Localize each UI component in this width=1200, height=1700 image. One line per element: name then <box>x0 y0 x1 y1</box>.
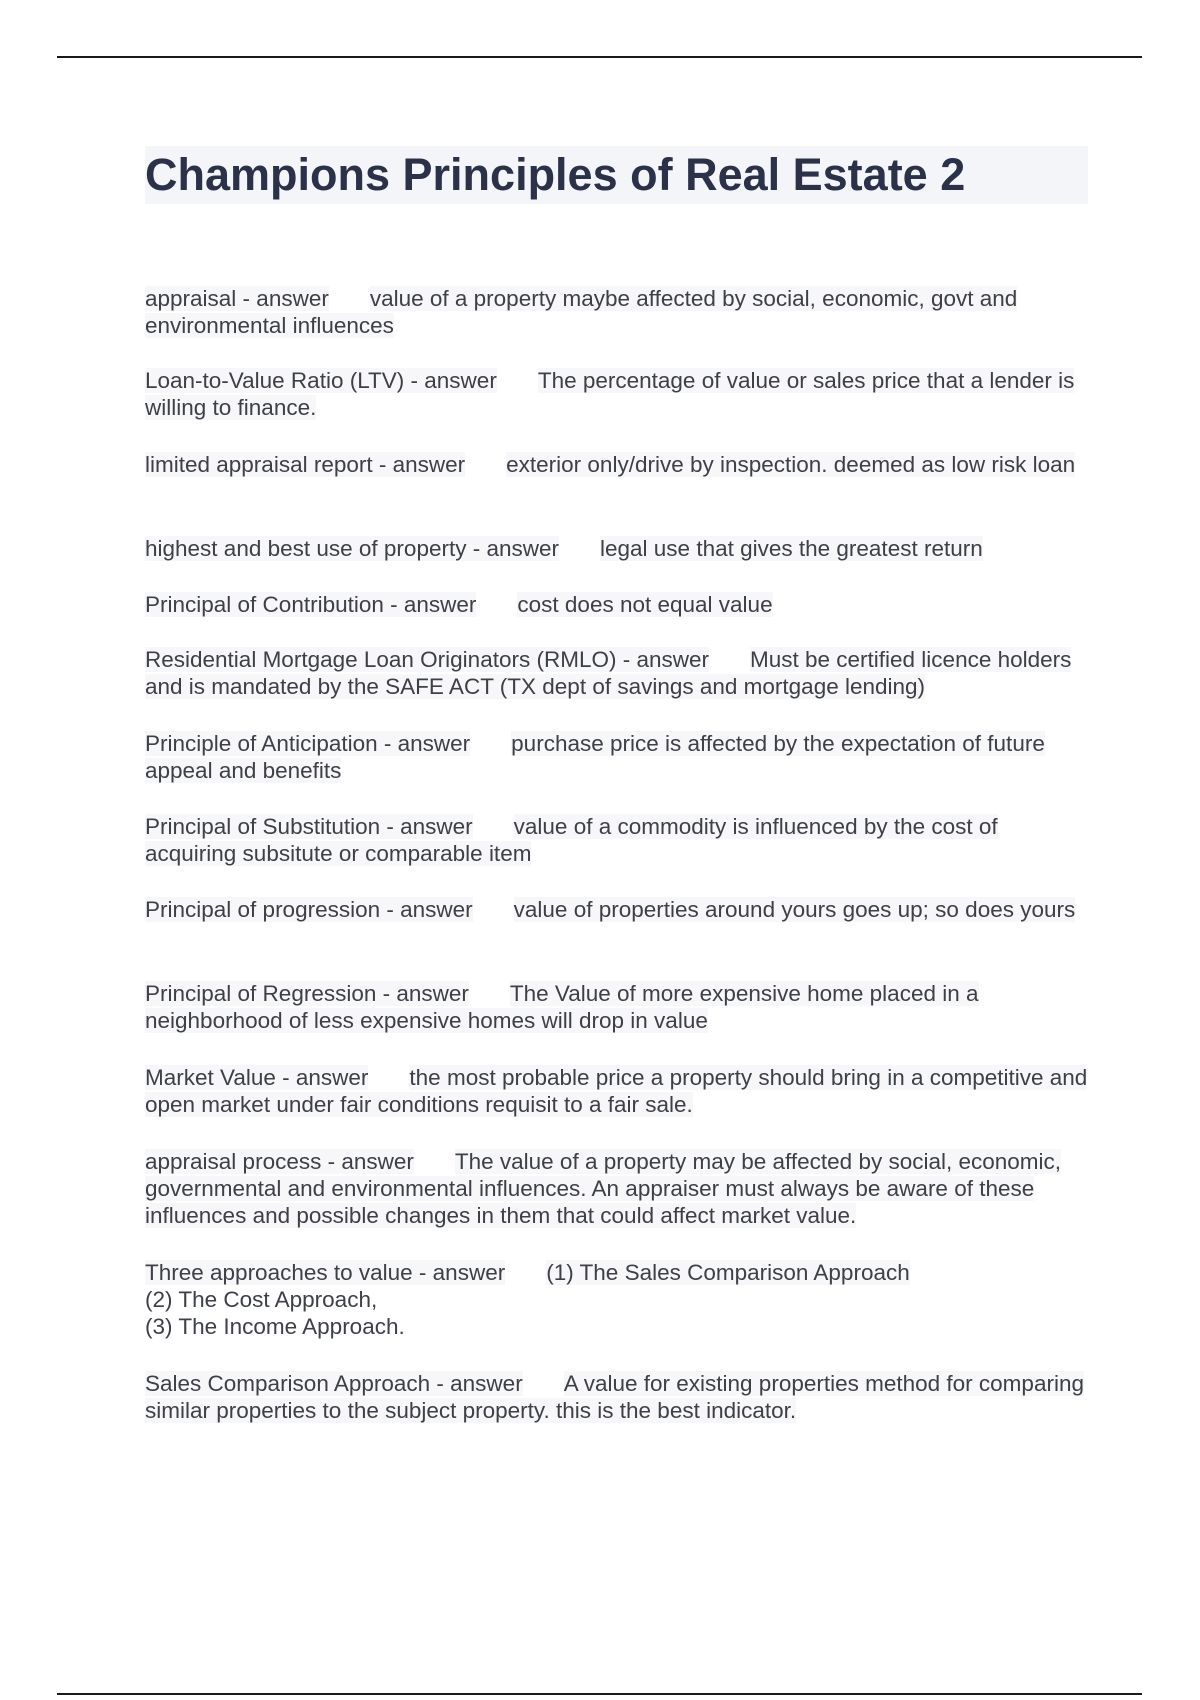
definition: The percentage of value or sales price that a lender is willing to finance. <box>145 368 1075 420</box>
qa-entry <box>145 451 1095 478</box>
definition: value of properties around yours goes up; so does yours <box>513 897 1076 922</box>
definition: the most probable price a property should bring in a competitive and open market under fair conditions requisit to a fair sale. <box>145 1065 1088 1117</box>
qa-entry <box>145 813 1095 867</box>
term: appraisal process - answer <box>145 1149 414 1174</box>
term: highest and best use of property - answer <box>145 536 559 561</box>
definition: (1) The Sales Comparison Approach <box>546 1260 910 1285</box>
qa-entry <box>145 1259 1095 1340</box>
term: Principal of Contribution - answer <box>145 592 477 617</box>
term: Residential Mortgage Loan Originators (RMLO) - answer <box>145 647 709 672</box>
qa-entry <box>145 980 1095 1034</box>
definition-line: (2) The Cost Approach, <box>145 1287 378 1312</box>
qa-entry <box>145 535 1095 562</box>
definition: cost does not equal value <box>517 592 773 617</box>
bottom-rule <box>57 1693 1142 1695</box>
definition: The Value of more expensive home placed in a neighborhood of less expensive homes will drop in value <box>145 981 979 1033</box>
qa-entry <box>145 285 1095 339</box>
term: limited appraisal report - answer <box>145 452 466 477</box>
qa-entry <box>145 896 1095 923</box>
term: Market Value - answer <box>145 1065 369 1090</box>
qa-entry <box>145 1064 1095 1118</box>
term: Principal of Substitution - answer <box>145 814 473 839</box>
top-rule <box>57 56 1142 58</box>
term: Three approaches to value - answer <box>145 1260 506 1285</box>
qa-entry <box>145 646 1095 700</box>
term: Loan-to-Value Ratio (LTV) - answer <box>145 368 497 393</box>
qa-entry <box>145 591 1095 618</box>
term: appraisal - answer <box>145 286 329 311</box>
qa-entry <box>145 1148 1095 1229</box>
definition: The value of a property may be affected by social, economic, governmental and environmental influences. An appraiser must always be aware of these influences and possible changes in them that could affect market value. <box>145 1149 1062 1228</box>
definition-line: (3) The Income Approach. <box>145 1314 405 1339</box>
page-title: Champions Principles of Real Estate 2 <box>145 149 966 200</box>
definition: purchase price is affected by the expectation of future appeal and benefits <box>145 731 1045 783</box>
term: Sales Comparison Approach - answer <box>145 1371 523 1396</box>
term: Principal of progression - answer <box>145 897 473 922</box>
qa-entry <box>145 730 1095 784</box>
definition: value of a property maybe affected by social, economic, govt and environmental influences <box>145 286 1018 338</box>
term: Principle of Anticipation - answer <box>145 731 471 756</box>
definition: exterior only/drive by inspection. deemed as low risk loan <box>506 452 1076 477</box>
definition: A value for existing properties method for comparing similar properties to the subject property. this is the best indicator. <box>145 1371 1084 1423</box>
term: Principal of Regression - answer <box>145 981 469 1006</box>
qa-entry <box>145 1370 1095 1424</box>
qa-entry <box>145 367 1095 421</box>
definition: Must be certified licence holders and is mandated by the SAFE ACT (TX dept of savings and mortgage lending) <box>145 647 1072 699</box>
definition: legal use that gives the greatest return <box>600 536 983 561</box>
definition: value of a commodity is influenced by the cost of acquiring subsitute or comparable item <box>145 814 998 866</box>
